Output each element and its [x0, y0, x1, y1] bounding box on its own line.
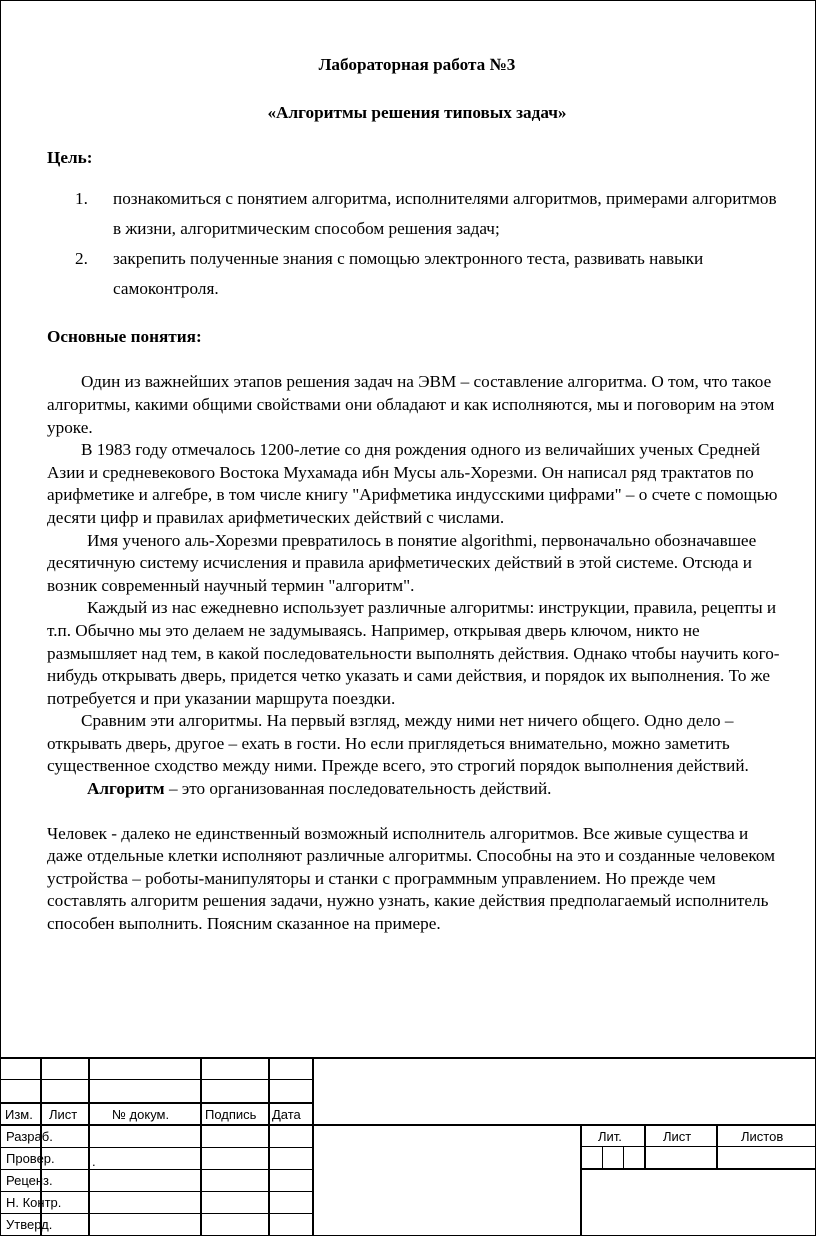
stamp-sheets: Листов — [741, 1129, 784, 1144]
stamp-role-reviewer: Реценз. — [6, 1173, 53, 1188]
stamp-grid-line — [313, 1124, 815, 1126]
stamp-grid-line — [0, 1169, 313, 1170]
definition-paragraph — [47, 778, 787, 801]
stamp-izm: Изм. — [5, 1107, 33, 1122]
definition-term: Алгоритм — [87, 779, 165, 799]
goal-item — [47, 184, 787, 244]
stamp-role-norm-control: Н. Контр. — [6, 1195, 62, 1210]
stamp-grid-line — [0, 1124, 313, 1126]
goal-text: закрепить полученные знания с помощью электронного теста, развивать навыки самоконтроля. — [113, 248, 704, 298]
paragraph: Каждый из нас ежедневно использует различные алгоритмы: инструкции, правила, рецепты и т.п. Обычно мы это делаем не задумываясь. Например, открывая дверь ключом, никто не размышляет над тем, в какой последовательности выполнять действия. Однако чтобы научить кого-нибудь открывать дверь, придется четко указать и сами действия, и порядок их выполнения. То же потребуется и при указании маршрута поездки. — [47, 598, 780, 708]
stamp-list: Лист — [49, 1107, 78, 1122]
stamp-role-developer: Разраб. — [6, 1129, 53, 1144]
stamp-date: Дата — [272, 1107, 301, 1122]
paragraph: В 1983 году отмечалось 1200-летие со дня рождения одного из величайших ученых Средней Азии и средневекового Востока Мухамада ибн Мусы аль-Хорезми. Он написал ряд трактатов по арифметике и алгебре, в том числе книгу "Арифметика индусскими цифрами" – о счете с помощью десяти цифр и правилах арифметических действий с числами. — [47, 440, 778, 527]
document-subtitle: «Алгоритмы решения типовых задач» — [267, 102, 567, 122]
stamp-grid-line — [0, 1147, 313, 1148]
goal-label: Цель: — [47, 148, 93, 168]
stamp-role-checker: Провер. — [6, 1151, 55, 1166]
definition-text: – это организованная последовательность действий. — [164, 779, 552, 799]
stamp-lit: Лит. — [598, 1129, 622, 1144]
goal-item — [47, 244, 787, 304]
goal-number: 2. — [75, 248, 88, 268]
closing-paragraph: Человек - далеко не единственный возможный исполнитель алгоритмов. Все живые существа и даже отдельные клетки исполняют различные алгоритмы. Способны на это и созданные человеком устройства – роботы-манипуляторы и станки с программным управлением. Но прежде чем составлять алгоритм решения задачи, нужно узнать, какие действия предполагаемый исполнитель способен выполнить. Поясним сказанное на примере. — [47, 823, 775, 934]
stamp-grid-line — [0, 1191, 313, 1192]
stamp-role-approver: Утверд. — [6, 1217, 53, 1232]
concepts-label: Основные понятия: — [47, 326, 202, 346]
stamp-grid-line — [580, 1124, 582, 1236]
title-block-stamp — [0, 1057, 815, 1236]
document-body — [47, 54, 787, 936]
goal-number: 1. — [75, 188, 88, 208]
stamp-grid-line — [623, 1147, 624, 1169]
stamp-grid-line — [0, 1213, 313, 1214]
stamp-grid-line — [602, 1147, 603, 1169]
paragraph: Один из важнейших этапов решения задач на ЭВМ – составление алгоритма. О том, что такое алгоритмы, какими общими свойствами они обладают и как исполняются, мы и поговорим на этом уроке. — [47, 372, 775, 437]
stamp-grid-line — [582, 1146, 815, 1147]
stamp-signature: Подпись — [205, 1107, 257, 1122]
stamp-sheet: Лист — [663, 1129, 692, 1144]
stamp-dot: . — [92, 1154, 96, 1169]
goal-text: познакомиться с понятием алгоритма, исполнителями алгоритмов, примерами алгоритмов в жизни, алгоритмическим способом решения задач; — [113, 188, 777, 238]
paragraph: Имя ученого аль-Хорезми превратилось в понятие algorithmi, первоначально обозначавшее десятичную систему исчисления и правила арифметических действий в этой системе. Отсюда и возник современный научный термин "алгоритм". — [47, 530, 757, 595]
stamp-doc-number: № докум. — [112, 1107, 170, 1122]
stamp-grid-line — [0, 1102, 313, 1104]
paragraph: Сравним эти алгоритмы. На первый взгляд, между ними нет ничего общего. Одно дело – открывать дверь, другое – ехать в гости. Но если приглядеться внимательно, можно заметить существенное сходство между ними. Прежде всего, это строгий порядок выполнения действий. — [47, 711, 749, 776]
stamp-grid-line — [582, 1168, 815, 1170]
stamp-grid-line — [0, 1057, 815, 1059]
goals-list — [47, 184, 787, 304]
document-title: Лабораторная работа №3 — [318, 55, 516, 74]
stamp-grid-line — [0, 1079, 313, 1080]
